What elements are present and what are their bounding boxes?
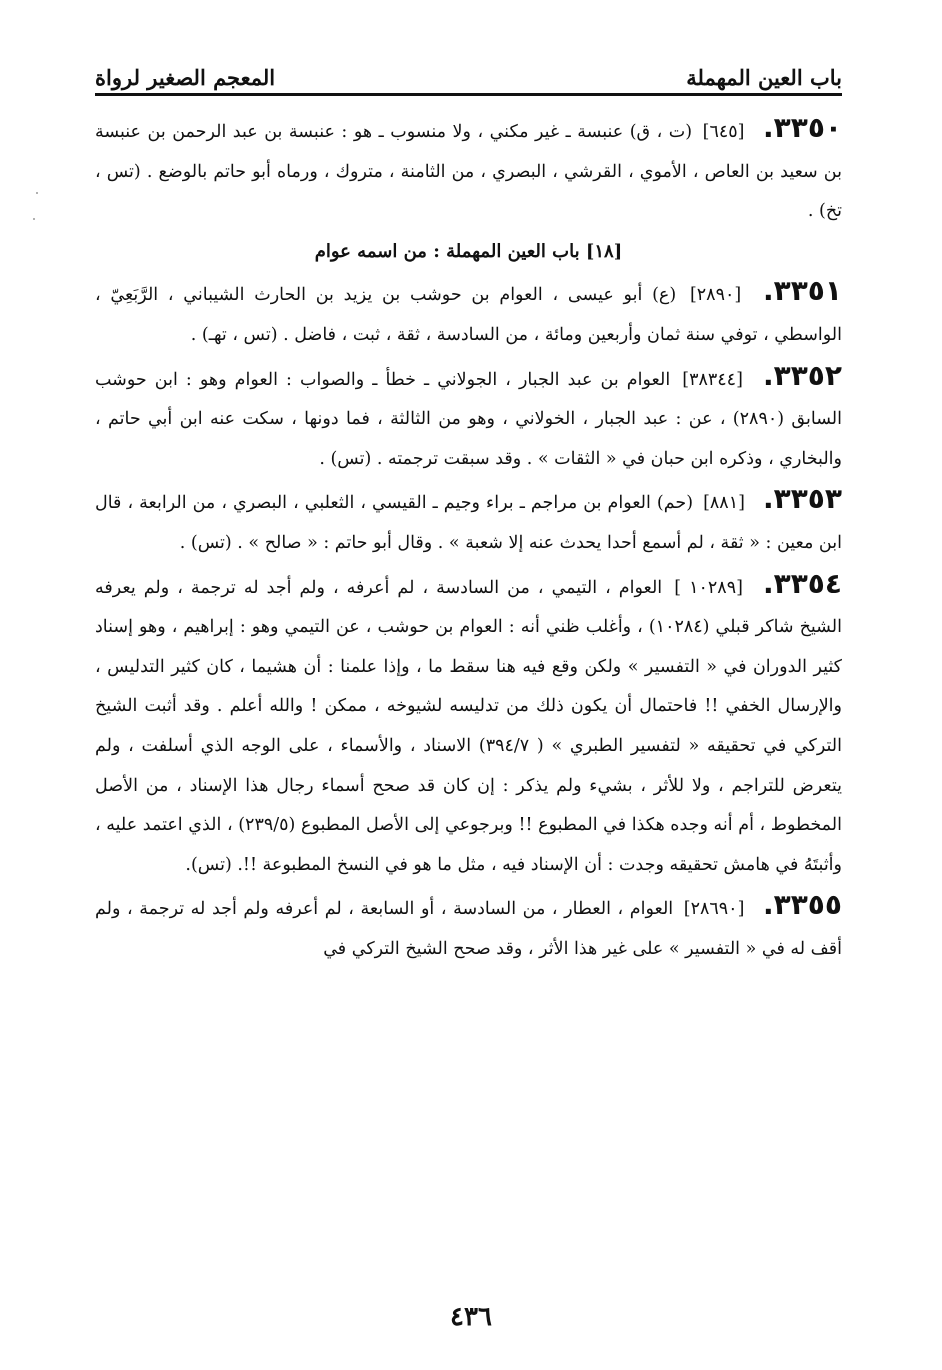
entry-number: ٣٣٥٤. (762, 566, 842, 600)
entry-text: العوام ، العطار ، من السادسة ، أو السابعة ، لم أعرفه ولم أجد له ترجمة ، ولم أقف له في « التفسير » على غير هذا الأثر ، وقد صحح الشيخ التركي في (95, 899, 842, 959)
page-body (95, 108, 842, 969)
page-header (95, 50, 842, 90)
entry-ref: [٢٨٦٩٠] (683, 899, 745, 920)
entry-3353 (95, 479, 842, 563)
entry-ref: [٣٨٣٤٤] (682, 369, 743, 390)
section-title: [١٨] باب العين المهملة : من اسمه عوام (314, 240, 623, 262)
entry-3355 (95, 885, 842, 969)
entry-number: ٣٣٥٣. (762, 482, 842, 516)
entry-ref: [٢٨٩٠] (689, 285, 742, 306)
entry-3351 (95, 271, 842, 355)
book-title: المعجم الصغير لرواة (95, 65, 276, 90)
entry-number: ٣٣٥٢. (762, 358, 842, 392)
entry-ref: [٦٤٥] (702, 122, 745, 142)
entry-3352 (95, 356, 842, 480)
scan-speck (36, 192, 38, 194)
chapter-title: باب العين المهملة (686, 65, 842, 90)
entry-text: (حم) العوام بن مراجم ـ براء وجيم ـ القيسي ، الثعلبي ، البصري ، من الرابعة ، قال ابن معين : « ثقة ، لم أسمع أحدا يحدث عنه إلا شعبة » . وقال أبو حاتم : « صالح » . (تس) . (95, 493, 842, 553)
entry-ref: [٨٨١] (703, 493, 745, 514)
entry-text: العوام ، التيمي ، من السادسة ، لم أعرفه ، ولم أجد له ترجمة ، ولم يعرفه الشيخ شاكر قبلي (١٠٢٨٤) ، وأغلب ظني أنه : العوام بن حوشب ، عن التيمي وهو : إبراهيم ، وهو إسناد كثير الدوران في « التفسير » ولكن وقع فيه هنا سقط ما ، وإذا علمنا : أن هشيما ، كان كثير التدليس ، والإرسال الخفي !! فاحتمال أن يكون ذلك من تدليسه لشيوخه ، ممكن ! والله أعلم . وقد أثبت الشيخ التركي في تحقيقه « لتفسير الطبري » ( ٣٩٤/٧) الاسناد ، والأسماء ، على الوجه الذي أسلفت ، ولم يتعرض للتراجم ، ولا للأثر ، بشيء ولم يذكر : إن كان قد صحح أسماء رجال هذا الإسناد ، من الأصل المخطوط ، أم أنه وجده هكذا في المطبوع !! وبرجوعي إلى الأصل المطبوع (٢٣٩/٥) ، الذي اعتمد عليه ، وأثبتَهُ في هامش تحقيقه وجدت : أن الإسناد فيه ، مثل ما هو في النسخ المطبوعة !!. (تس). (95, 577, 842, 875)
entry-ref: [١٠٢٨٩ ] (674, 577, 743, 598)
entry-number: ٣٣٥١. (762, 274, 842, 308)
entry-number: ٣٣٥٠. (763, 111, 842, 144)
header-divider (95, 93, 842, 96)
entry-text: (ت ، ق) عنبسة ـ غير مكني ، ولا منسوب ـ هو : عنبسة بن عبد الرحمن بن عنبسة بن سعيد بن العاص ، الأموي ، القرشي ، البصري ، من الثامنة ، متروك ، ورماه أبو حاتم بالوضع . (تس ، تخ) . (95, 122, 842, 222)
entry-3350 (95, 108, 842, 232)
entry-3354 (95, 564, 842, 886)
entry-number: ٣٣٥٥. (762, 888, 842, 922)
scan-speck (33, 218, 35, 220)
page-number: ٤٣٦ (450, 1302, 492, 1332)
entry-text: (ع) أبو عيسى ، العوام بن حوشب بن يزيد بن الحارث الشيباني ، الرَّبَعِيّ ، الواسطي ، توفي سنة ثمان وأربعين ومائة ، من السادسة ، ثقة ، ثبت ، فاضل . (تس ، تهـ) . (95, 285, 842, 345)
entry-text: العوام بن عبد الجبار ، الجولاني ـ خطأ ـ والصواب : العوام وهو : ابن حوشب السابق (٢٨٩٠) ، عن : عبد الجبار ، الخولاني ، وهو من الثالثة ، فما دونها ، سكت عنه ابن أبي حاتم ، والبخاري ، وذكره ابن حبان في « الثقات » . وقد سبقت ترجمته . (تس) . (95, 369, 842, 469)
